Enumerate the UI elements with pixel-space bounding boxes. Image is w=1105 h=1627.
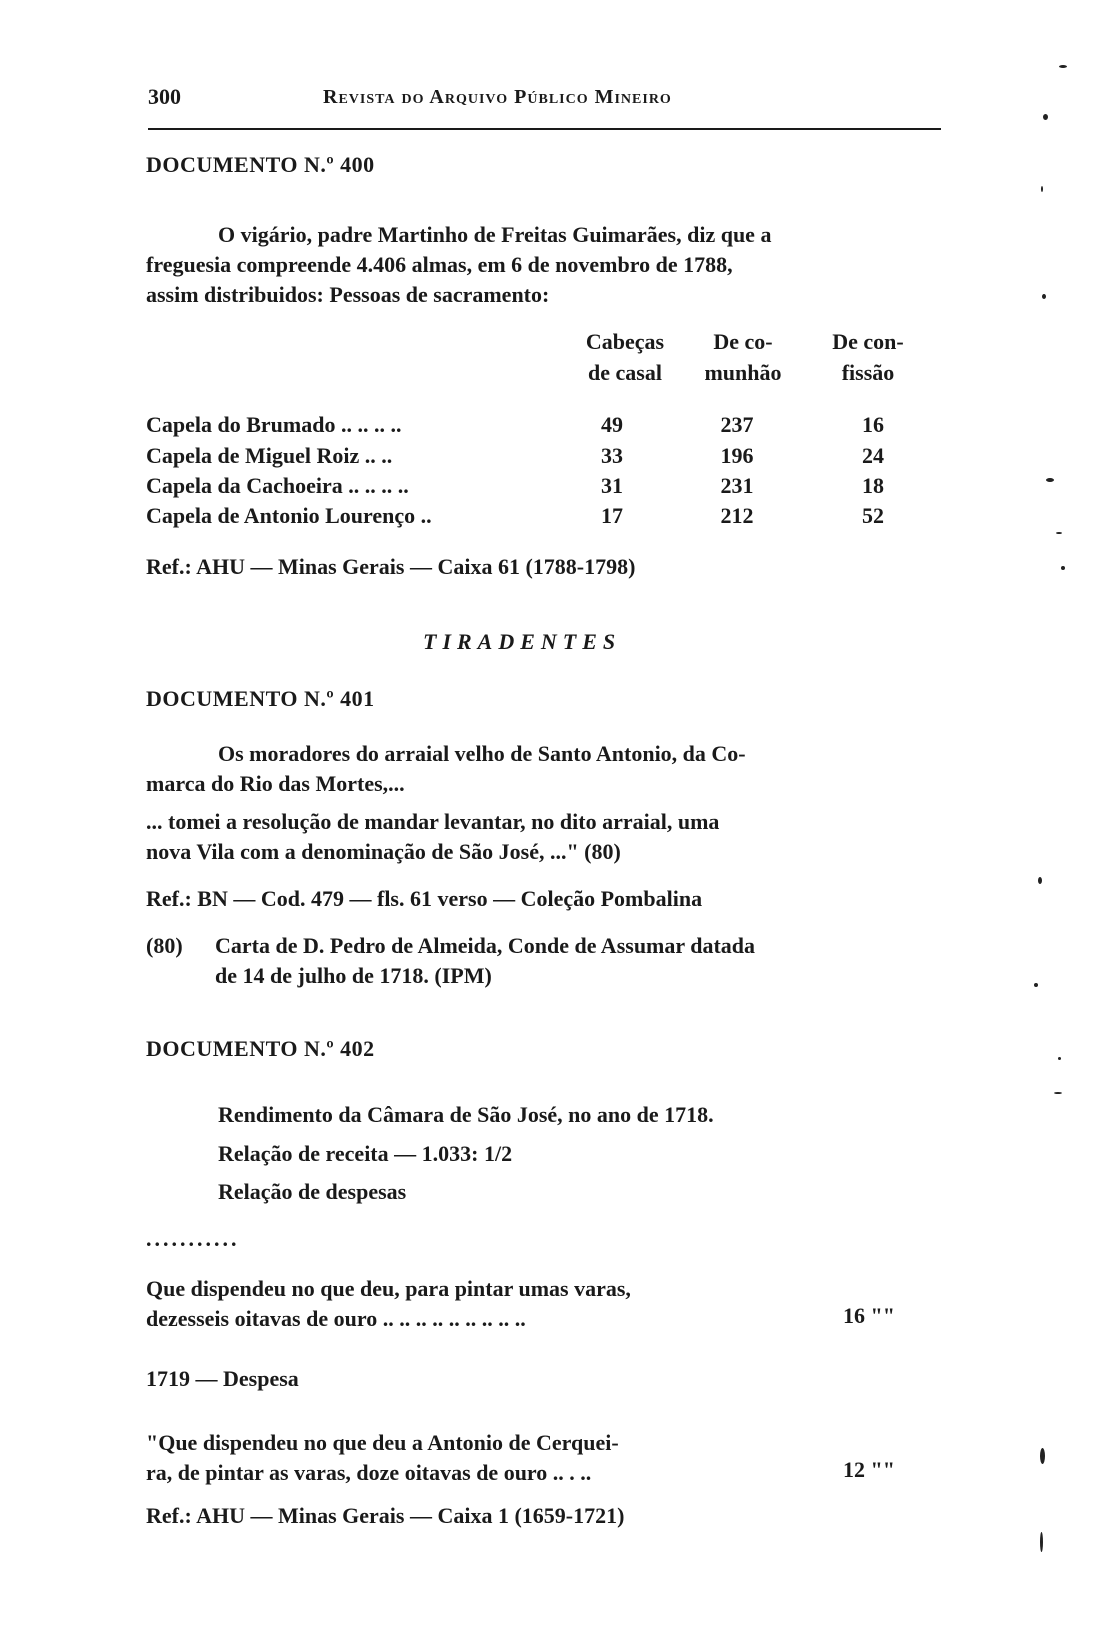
item2-amount: 12 "": [843, 1457, 895, 1482]
scan-speck: [1056, 532, 1062, 534]
footnote-line-2: de 14 de julho de 1718. (IPM): [215, 963, 492, 988]
table-cell: 52: [862, 503, 884, 528]
ellipsis-line: ...........: [146, 1226, 240, 1251]
col-head-line: munhão: [704, 360, 782, 385]
doc402-ref: Ref.: AHU — Minas Gerais — Caixa 1 (1659-1721): [146, 1503, 625, 1528]
table-cell: 237: [720, 412, 754, 437]
table-row-label: Capela do Brumado .. .. .. ..: [146, 412, 402, 437]
table-row-label: Capela de Miguel Roiz .. ..: [146, 443, 393, 468]
item2-line-2: ra, de pintar as varas, doze oitavas de ouro .. . ..: [146, 1460, 592, 1485]
table-cell: 17: [601, 503, 623, 528]
doc401-para2-line-2: nova Vila com a denominação de São José, ..." (80): [146, 839, 621, 864]
col-head-cabecas: [570, 326, 680, 388]
doc401-heading: DOCUMENTO N.º 401: [146, 686, 375, 711]
table-cell: 16: [862, 412, 884, 437]
doc400-para-line-3: assim distribuidos: Pessoas de sacramento:: [146, 282, 550, 307]
item1-line-2: dezesseis oitavas de ouro .. .. .. .. .. .. .. .. ..: [146, 1306, 526, 1331]
scan-speck: [1041, 186, 1043, 192]
doc401-para1-line-1: Os moradores do arraial velho de Santo Antonio, da Co-: [218, 741, 746, 766]
table-cell: 231: [720, 473, 754, 498]
footnote-line-1: Carta de D. Pedro de Almeida, Conde de Assumar datada: [215, 933, 756, 958]
table-cell: 196: [720, 443, 754, 468]
doc402-line-2: Relação de receita — 1.033: 1/2: [218, 1141, 513, 1166]
col-head-comunhao: [693, 326, 793, 388]
table-cell: 31: [601, 473, 623, 498]
doc401-para2-line-1: ... tomei a resolução de mandar levantar, no dito arraial, uma: [146, 809, 720, 834]
scan-speck: [1061, 566, 1065, 570]
header-rule: [148, 128, 941, 130]
doc400-para-line-1: O vigário, padre Martinho de Freitas Guimarães, diz que a: [218, 222, 772, 247]
scan-speck: [1040, 1532, 1043, 1552]
doc400-ref: Ref.: AHU — Minas Gerais — Caixa 61 (1788-1798): [146, 554, 636, 579]
doc401-ref: Ref.: BN — Cod. 479 — fls. 61 verso — Coleção Pombalina: [146, 886, 703, 911]
col-head-line: De co-: [713, 329, 773, 354]
footnote-mark: (80): [146, 933, 183, 958]
table-cell: 18: [862, 473, 884, 498]
doc402-line-3: Relação de despesas: [218, 1179, 407, 1204]
table-cell: 33: [601, 443, 623, 468]
table-cell: 212: [720, 503, 754, 528]
scan-speck: [1059, 65, 1067, 68]
running-title: Revista do Arquivo Público Mineiro: [323, 86, 672, 108]
table-cell: 49: [601, 412, 623, 437]
table-row-label: Capela de Antonio Lourenço ..: [146, 503, 432, 528]
scan-speck: [1058, 1057, 1061, 1060]
table-row-label: Capela da Cachoeira .. .. .. ..: [146, 473, 409, 498]
table-cell: 24: [862, 443, 884, 468]
col-head-line: de casal: [588, 360, 662, 385]
scan-speck: [1043, 114, 1048, 120]
doc400-heading: DOCUMENTO N.º 400: [146, 152, 375, 177]
col-head-line: fissão: [841, 360, 895, 385]
col-head-confissao: [818, 326, 918, 388]
scan-speck: [1040, 1448, 1045, 1464]
scan-speck: [1042, 294, 1046, 299]
item2-line-1: "Que dispendeu no que deu a Antonio de Cerquei-: [146, 1430, 619, 1455]
doc400-para-line-2: freguesia compreende 4.406 almas, em 6 de novembro de 1788,: [146, 252, 733, 277]
scan-speck: [1034, 983, 1038, 987]
scan-speck: [1038, 877, 1042, 884]
col-head-line: Cabeças: [585, 329, 665, 354]
page-number: 300: [148, 84, 181, 109]
doc402-line-1: Rendimento da Câmara de São José, no ano de 1718.: [218, 1102, 714, 1127]
scan-speck: [1046, 478, 1054, 482]
scan-speck: [1054, 1092, 1062, 1094]
doc402-heading: DOCUMENTO N.º 402: [146, 1036, 375, 1061]
col-head-line: De con-: [832, 329, 904, 354]
section-title: TIRADENTES: [423, 629, 622, 654]
item1-line-1: Que dispendeu no que deu, para pintar umas varas,: [146, 1276, 631, 1301]
year-line: 1719 — Despesa: [146, 1366, 299, 1391]
item1-amount: 16 "": [843, 1303, 895, 1328]
doc401-para1-line-2: marca do Rio das Mortes,...: [146, 771, 405, 796]
